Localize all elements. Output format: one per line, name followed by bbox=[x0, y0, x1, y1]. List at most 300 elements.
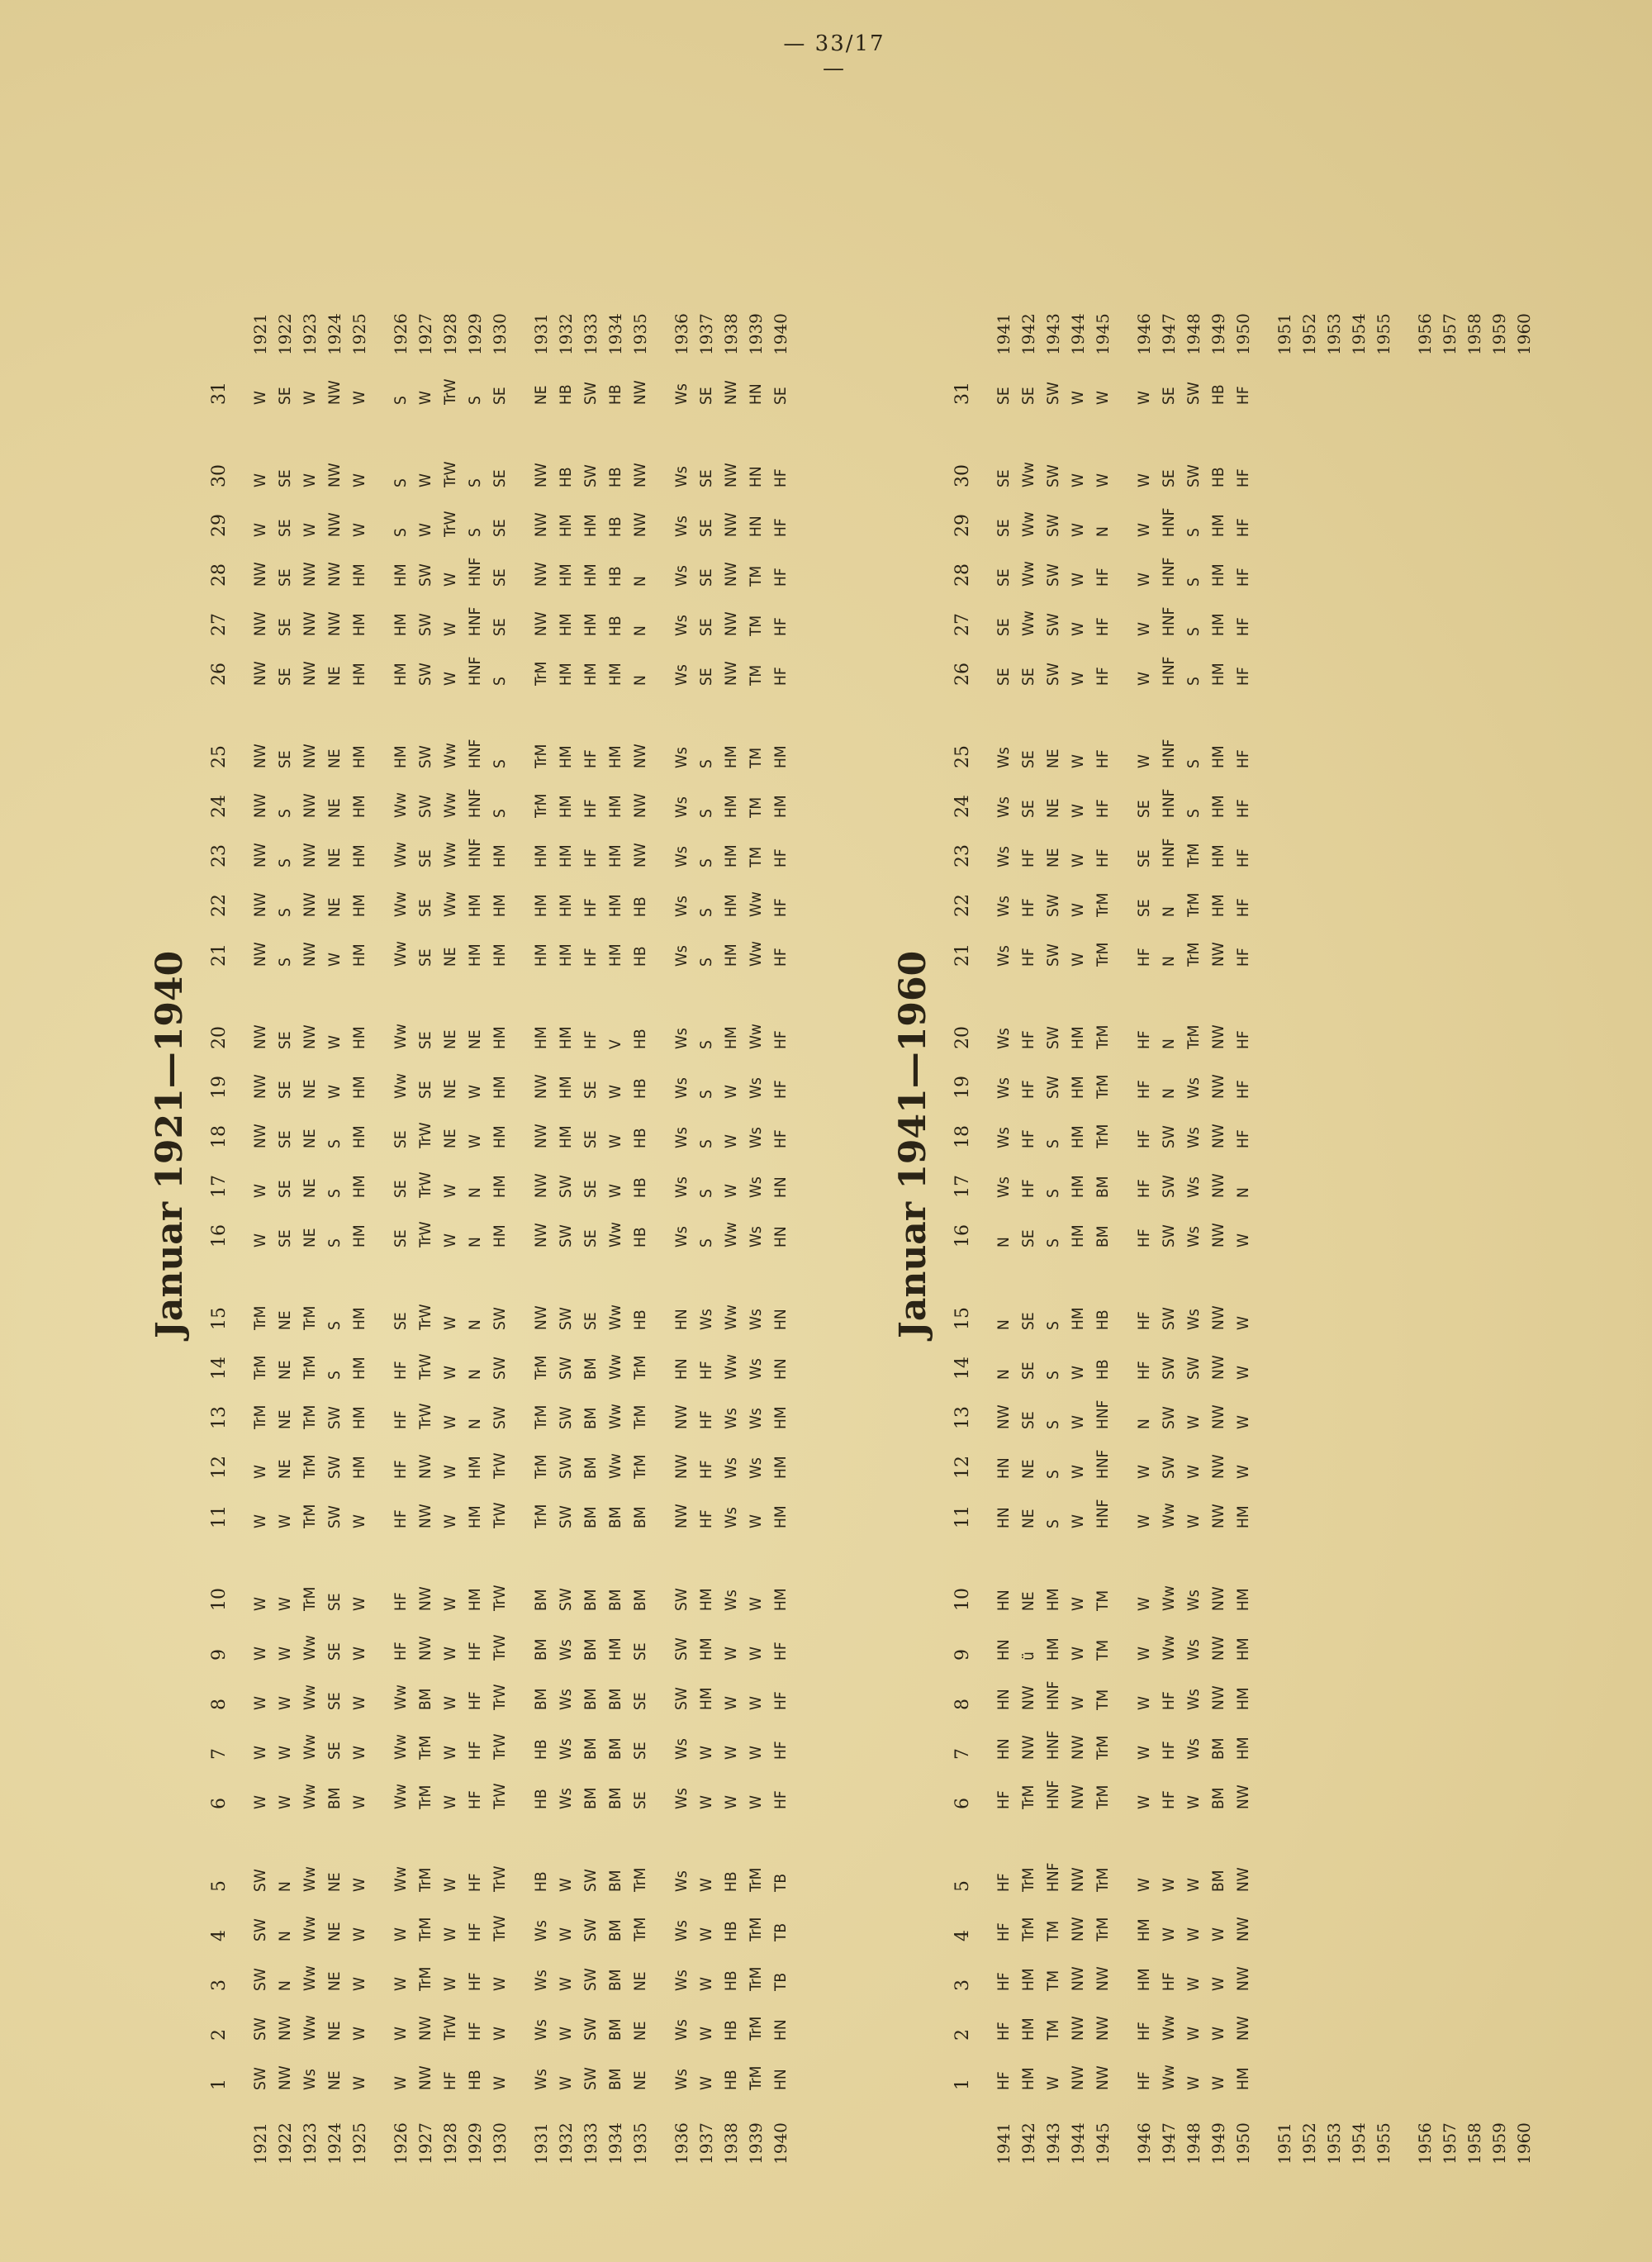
day-header: 2 bbox=[952, 2029, 973, 2041]
table-cell: TrW bbox=[491, 1865, 509, 1892]
group-spacer bbox=[975, 116, 991, 2165]
table-cell: Ws bbox=[1184, 1127, 1203, 1148]
year-label-right: 1944 bbox=[1068, 313, 1088, 355]
table-cell: BM bbox=[532, 1638, 550, 1661]
table-cell: BM bbox=[582, 1407, 600, 1429]
table-cell: NW bbox=[1209, 1636, 1227, 1661]
table-cell: N bbox=[1160, 956, 1178, 967]
table-cell: W bbox=[325, 1035, 344, 1049]
table-cell: W bbox=[350, 1795, 368, 1809]
table-cell: SE bbox=[491, 387, 509, 405]
table-cell: HNF bbox=[466, 656, 484, 686]
table-cell: NE bbox=[1019, 1509, 1037, 1528]
table-cell: BM bbox=[416, 1688, 434, 1710]
table-cell: NW bbox=[325, 463, 344, 487]
table-cell: HF bbox=[1135, 1311, 1153, 1330]
table-cell: NW bbox=[1209, 1223, 1227, 1247]
table-cell: Ww bbox=[301, 2015, 319, 2041]
table-cell: N bbox=[466, 1419, 484, 1429]
table-cell: HM bbox=[722, 844, 740, 867]
table-row bbox=[1041, 116, 1066, 2165]
table-cell: SW bbox=[582, 464, 600, 487]
table-cell: HNF bbox=[466, 606, 484, 636]
table-cell: TrW bbox=[491, 1452, 509, 1479]
year-label: 1928 bbox=[440, 2122, 460, 2165]
table-cell: Ws bbox=[747, 1309, 765, 1330]
table-row bbox=[1181, 116, 1206, 2165]
table-cell: HM bbox=[350, 563, 368, 587]
day-header: 30 bbox=[208, 464, 230, 487]
table-row bbox=[463, 116, 487, 2165]
table-cell: HF bbox=[995, 1873, 1013, 1892]
year-label: 1938 bbox=[721, 2122, 741, 2165]
table-cell: NW bbox=[1209, 1586, 1227, 1611]
table-cell: HM bbox=[532, 943, 550, 967]
year-label: 1952 bbox=[1299, 2122, 1319, 2165]
table-cell: TrW bbox=[416, 1403, 434, 1429]
table-cell: W bbox=[392, 2076, 410, 2090]
table-cell: N bbox=[995, 1319, 1013, 1330]
table-cell: Ww bbox=[441, 891, 459, 917]
table-cell: HF bbox=[1019, 1080, 1037, 1099]
table-cell: NE bbox=[466, 1029, 484, 1049]
table-cell: Ww bbox=[301, 1635, 319, 1661]
table-row bbox=[603, 116, 628, 2165]
day-header: 27 bbox=[952, 613, 973, 636]
table-cell: NW bbox=[672, 1454, 691, 1479]
table-cell: TrM bbox=[1019, 1917, 1037, 1941]
day-header: 22 bbox=[952, 894, 973, 917]
table-cell: Ww bbox=[606, 1304, 624, 1330]
table-cell: HF bbox=[466, 1691, 484, 1710]
table-cell: HF bbox=[1019, 1179, 1037, 1198]
year-label-right: 1936 bbox=[672, 313, 691, 355]
table-cell: HM bbox=[1209, 844, 1227, 867]
table-row bbox=[628, 116, 653, 2165]
table-cell: Ws bbox=[722, 1590, 740, 1611]
table-cell: TrM bbox=[532, 1454, 550, 1479]
table-cell: SE bbox=[276, 1229, 294, 1247]
table-cell: NE bbox=[325, 2021, 344, 2041]
table-cell: SE bbox=[1019, 1312, 1037, 1330]
table-cell: SE bbox=[1160, 469, 1178, 487]
table-cell: N bbox=[466, 1369, 484, 1380]
year-label-right: 1931 bbox=[531, 313, 551, 355]
table-cell: HM bbox=[557, 663, 575, 686]
table-cell: Ww bbox=[392, 792, 410, 818]
table-cell: Ws bbox=[1184, 1738, 1203, 1760]
table-cell: NW bbox=[325, 562, 344, 587]
table-cell: HM bbox=[1019, 2067, 1037, 2090]
table-cell: S bbox=[392, 528, 410, 537]
table-cell: HM bbox=[1019, 2017, 1037, 2041]
table-cell: HM bbox=[491, 894, 509, 917]
year-label-right: 1942 bbox=[1018, 313, 1038, 355]
header-row bbox=[950, 116, 975, 2165]
table-cell: W bbox=[441, 1696, 459, 1710]
day-header: 16 bbox=[208, 1224, 230, 1247]
year-label-right: 1950 bbox=[1233, 313, 1253, 355]
table-cell: Ww bbox=[392, 891, 410, 917]
table-cell: HM bbox=[722, 795, 740, 818]
table-cell: HB bbox=[631, 1309, 649, 1330]
table-cell: W bbox=[1209, 2027, 1227, 2041]
table-cell: TM bbox=[1044, 1920, 1062, 1941]
table-cell: W bbox=[466, 1085, 484, 1099]
table-cell: HB bbox=[631, 1227, 649, 1247]
table-cell: W bbox=[1069, 622, 1087, 636]
table-cell: NW bbox=[631, 380, 649, 405]
day-header: 5 bbox=[208, 1880, 230, 1892]
table-cell: S bbox=[1184, 759, 1203, 768]
day-header: 20 bbox=[952, 1026, 973, 1049]
year-label: 1921 bbox=[250, 2122, 270, 2165]
table-cell: TB bbox=[771, 1972, 790, 1991]
table-cell: HF bbox=[771, 468, 790, 487]
table-cell: NW bbox=[532, 512, 550, 537]
table-cell: W bbox=[441, 1514, 459, 1528]
table-cell: HNF bbox=[1160, 656, 1178, 686]
table-cell: Ws bbox=[747, 1077, 765, 1099]
year-label: 1922 bbox=[275, 2122, 295, 2165]
table-cell: Ws bbox=[672, 1077, 691, 1099]
table-cell: HF bbox=[1135, 1080, 1153, 1099]
table-row bbox=[347, 116, 372, 2165]
table-cell: SE bbox=[631, 1692, 649, 1710]
table-cell: HM bbox=[1069, 1125, 1087, 1148]
table-cell: TrW bbox=[416, 1221, 434, 1247]
table-cell: TrW bbox=[416, 1304, 434, 1330]
table-cell: HM bbox=[1209, 563, 1227, 587]
table-cell: W bbox=[441, 1746, 459, 1760]
table-cell: HN bbox=[995, 1457, 1013, 1479]
table-cell: NW bbox=[1094, 2065, 1112, 2090]
table-cell: HF bbox=[466, 1790, 484, 1809]
table-cell: HM bbox=[606, 894, 624, 917]
table-cell: BM bbox=[1209, 1870, 1227, 1892]
table-cell: HB bbox=[532, 1871, 550, 1892]
table-cell: TrM bbox=[532, 1355, 550, 1380]
table-cell: TrW bbox=[441, 2014, 459, 2041]
table-cell: W bbox=[251, 523, 269, 537]
table-cell: HM bbox=[1209, 795, 1227, 818]
table-cell: NW bbox=[416, 1504, 434, 1528]
day-header: 2 bbox=[208, 2029, 230, 2041]
table-cell: NE bbox=[441, 1129, 459, 1148]
table-cell: W bbox=[1135, 1795, 1153, 1809]
table-cell: HN bbox=[672, 1358, 691, 1380]
year-label-right: 1957 bbox=[1440, 313, 1460, 355]
table-cell: SW bbox=[1160, 1406, 1178, 1429]
table-cell: W bbox=[416, 473, 434, 487]
table-cell: HM bbox=[557, 894, 575, 917]
table-cell: SE bbox=[631, 1791, 649, 1809]
table-cell: W bbox=[1135, 754, 1153, 768]
table-cell: W bbox=[1135, 1514, 1153, 1528]
table-cell: NW bbox=[532, 1223, 550, 1247]
table-cell: SE bbox=[582, 1229, 600, 1247]
table-cell: NE bbox=[1019, 1459, 1037, 1479]
table-cell: HM bbox=[697, 1687, 715, 1710]
table-cell: SW bbox=[1044, 663, 1062, 686]
table-cell: N bbox=[466, 1319, 484, 1330]
table-cell: W bbox=[1069, 1465, 1087, 1479]
table-cell: NW bbox=[532, 611, 550, 636]
table-cell: SE bbox=[491, 568, 509, 587]
table-cell: S bbox=[1044, 1139, 1062, 1148]
table-cell: NW bbox=[1094, 1966, 1112, 1991]
table-cell: Ws bbox=[672, 896, 691, 917]
table-cell: W bbox=[747, 1597, 765, 1611]
table-cell: W bbox=[1069, 953, 1087, 967]
table-cell: HNF bbox=[1160, 838, 1178, 867]
year-label: 1943 bbox=[1043, 2122, 1063, 2165]
table-cell: SE bbox=[1019, 800, 1037, 818]
table-cell: N bbox=[1135, 1419, 1153, 1429]
table-cell: HF bbox=[1019, 948, 1037, 967]
table-cell: HF bbox=[771, 1790, 790, 1809]
year-label-right: 1940 bbox=[771, 313, 790, 355]
day-header: 13 bbox=[208, 1406, 230, 1429]
table-cell: NW bbox=[301, 892, 319, 917]
year-label: 1946 bbox=[1134, 2122, 1154, 2165]
day-header: 13 bbox=[952, 1406, 973, 1429]
day-header: 28 bbox=[208, 563, 230, 587]
table-cell: Ws bbox=[747, 1226, 765, 1247]
table-cell: W bbox=[251, 473, 269, 487]
table-cell: TM bbox=[1094, 1689, 1112, 1710]
table-cell: SE bbox=[995, 469, 1013, 487]
table-cell: N bbox=[631, 576, 649, 587]
table-cell: W bbox=[1209, 2076, 1227, 2090]
table-cell: Ww bbox=[392, 1866, 410, 1892]
table-cell: Ww bbox=[1160, 1585, 1178, 1611]
table-cell: BM bbox=[325, 1787, 344, 1809]
table-cell: TrM bbox=[301, 1586, 319, 1611]
table-cell: HN bbox=[747, 383, 765, 405]
table-cell: HN bbox=[747, 466, 765, 487]
table-cell: HF bbox=[1135, 2022, 1153, 2041]
table-cell: HM bbox=[557, 1026, 575, 1049]
table-cell: HF bbox=[697, 1460, 715, 1479]
table-cell: W bbox=[1160, 1878, 1178, 1892]
table-cell: HM bbox=[557, 514, 575, 537]
table-cell: W bbox=[441, 1366, 459, 1380]
table-cell: HF bbox=[697, 1509, 715, 1528]
table-cell: SE bbox=[582, 1180, 600, 1198]
table-cell: HM bbox=[1069, 1076, 1087, 1099]
table-cell: SW bbox=[416, 563, 434, 587]
table-cell: BM bbox=[1094, 1176, 1112, 1198]
table-cell: HM bbox=[350, 1125, 368, 1148]
table-cell: Ws bbox=[1184, 1309, 1203, 1330]
table-cell: NW bbox=[722, 463, 740, 487]
table-row bbox=[487, 116, 512, 2165]
table-cell: HM bbox=[1069, 1175, 1087, 1198]
table-cell: SW bbox=[251, 2067, 269, 2090]
table-row bbox=[1132, 116, 1156, 2165]
table-cell: Ww bbox=[441, 792, 459, 818]
table-cell: HF bbox=[1234, 386, 1252, 405]
table-cell: SW bbox=[251, 2017, 269, 2041]
year-label: 1944 bbox=[1068, 2122, 1088, 2165]
table-cell: HF bbox=[771, 617, 790, 636]
table-cell: Ww bbox=[441, 842, 459, 867]
table-cell: SW bbox=[1160, 1224, 1178, 1247]
day-header: 11 bbox=[208, 1505, 230, 1528]
table-cell: BM bbox=[582, 1737, 600, 1760]
table-cell: NW bbox=[631, 793, 649, 818]
table-section bbox=[149, 116, 867, 2165]
table-cell: TrM bbox=[416, 1966, 434, 1991]
table-cell: NE bbox=[325, 1922, 344, 1941]
group-spacer bbox=[512, 116, 529, 2165]
table-cell: HNF bbox=[466, 838, 484, 867]
table-cell: S bbox=[276, 958, 294, 967]
table-cell: Ww bbox=[606, 1222, 624, 1247]
day-header: 27 bbox=[208, 613, 230, 636]
table-cell: SE bbox=[276, 387, 294, 405]
table-row bbox=[529, 116, 553, 2165]
table-cell: BM bbox=[582, 1638, 600, 1661]
table-cell: NE bbox=[325, 897, 344, 917]
table-cell: SW bbox=[416, 613, 434, 636]
table-cell: HF bbox=[995, 2022, 1013, 2041]
table-cell: HM bbox=[491, 943, 509, 967]
table-cell: HM bbox=[1234, 1505, 1252, 1528]
table-cell: SE bbox=[995, 387, 1013, 405]
table-cell: HM bbox=[697, 1588, 715, 1611]
table-cell: HM bbox=[722, 1026, 740, 1049]
table-cell: W bbox=[350, 473, 368, 487]
table-cell: HNF bbox=[1160, 557, 1178, 587]
table-cell: NW bbox=[722, 380, 740, 405]
table-cell: BM bbox=[582, 1357, 600, 1380]
table-cell: Ww bbox=[1160, 1503, 1178, 1528]
table-cell: W bbox=[697, 1795, 715, 1809]
table-cell: HF bbox=[392, 1361, 410, 1380]
table-cell: HF bbox=[1234, 948, 1252, 967]
table-cell: BM bbox=[606, 2018, 624, 2041]
table-cell: HNF bbox=[466, 739, 484, 768]
table-cell: HB bbox=[557, 467, 575, 487]
table-cell: TM bbox=[747, 796, 765, 818]
table-cell: BM bbox=[532, 1589, 550, 1611]
table-cell: TrM bbox=[1094, 1024, 1112, 1049]
table-cell: BM bbox=[631, 1506, 649, 1528]
table-cell: W bbox=[441, 1316, 459, 1330]
table-cell: HM bbox=[350, 745, 368, 768]
table-cell: W bbox=[1069, 1415, 1087, 1429]
table-cell: HF bbox=[697, 1410, 715, 1429]
table-cell: HB bbox=[631, 1177, 649, 1198]
table-cell: Ws bbox=[722, 1457, 740, 1479]
table-cell: HB bbox=[631, 1078, 649, 1099]
table-row bbox=[1066, 116, 1090, 2165]
day-header: 7 bbox=[208, 1748, 230, 1760]
table-cell: NE bbox=[325, 2070, 344, 2090]
table-cell: NW bbox=[301, 744, 319, 768]
day-header: 12 bbox=[952, 1456, 973, 1479]
table-cell: HM bbox=[697, 1637, 715, 1661]
table-cell: SE bbox=[276, 519, 294, 537]
table-cell: NE bbox=[631, 2070, 649, 2090]
year-label: 1937 bbox=[696, 2122, 716, 2165]
table-cell: S bbox=[1184, 627, 1203, 636]
day-header: 16 bbox=[952, 1224, 973, 1247]
table-row bbox=[1346, 116, 1371, 2165]
group-spacer bbox=[231, 116, 248, 2165]
table-cell: W bbox=[416, 523, 434, 537]
table-cell: W bbox=[1209, 1927, 1227, 1941]
table-cell: S bbox=[1044, 1238, 1062, 1247]
table-cell: HM bbox=[1209, 745, 1227, 768]
table-cell: HF bbox=[1094, 749, 1112, 768]
table-cell: Ww bbox=[606, 1404, 624, 1429]
day-header: 22 bbox=[208, 894, 230, 917]
year-label: 1924 bbox=[325, 2122, 344, 2165]
table-cell: N bbox=[995, 1369, 1013, 1380]
table-cell: SW bbox=[416, 745, 434, 768]
table-cell: SE bbox=[276, 618, 294, 636]
table-cell: W bbox=[1184, 2076, 1203, 2090]
table-cell: TrM bbox=[251, 1305, 269, 1330]
table-cell: NW bbox=[251, 843, 269, 867]
table-cell: BM bbox=[1209, 1737, 1227, 1760]
year-label: 1955 bbox=[1374, 2122, 1393, 2165]
table-cell: W bbox=[1135, 1878, 1153, 1892]
table-cell: Ws bbox=[557, 1639, 575, 1661]
table-cell: BM bbox=[582, 1787, 600, 1809]
table-cell: BM bbox=[606, 1506, 624, 1528]
table-cell: HM bbox=[1209, 894, 1227, 917]
table-cell: HM bbox=[466, 1588, 484, 1611]
table-cell: W bbox=[1135, 1597, 1153, 1611]
table-cell: S bbox=[1184, 809, 1203, 818]
table-row bbox=[1272, 116, 1297, 2165]
year-label-right: 1943 bbox=[1043, 313, 1063, 355]
table-cell: W bbox=[251, 1597, 269, 1611]
table-cell: W bbox=[251, 1746, 269, 1760]
table-cell: HF bbox=[582, 1030, 600, 1049]
table-cell: TrM bbox=[747, 1867, 765, 1892]
table-cell: W bbox=[350, 2076, 368, 2090]
table-row bbox=[578, 116, 603, 2165]
table-cell: Ws bbox=[995, 796, 1013, 818]
table-cell: TrM bbox=[251, 1404, 269, 1429]
table-cell: SW bbox=[1044, 382, 1062, 405]
table-cell: W bbox=[350, 2027, 368, 2041]
table-cell: NW bbox=[532, 1173, 550, 1198]
table-cell: NW bbox=[251, 661, 269, 686]
table-cell: W bbox=[276, 1647, 294, 1661]
table-cell: Ww bbox=[392, 842, 410, 867]
table-cell: BM bbox=[606, 1688, 624, 1710]
table-cell: NE bbox=[325, 1872, 344, 1892]
table-cell: TrW bbox=[491, 1684, 509, 1710]
table-cell: S bbox=[697, 809, 715, 818]
day-header: 29 bbox=[208, 514, 230, 537]
table-cell: HM bbox=[557, 613, 575, 636]
year-label: 1927 bbox=[415, 2122, 435, 2165]
table-cell: NW bbox=[1069, 1917, 1087, 1941]
table-cell: NW bbox=[722, 562, 740, 587]
table-cell: HM bbox=[466, 1456, 484, 1479]
year-label-right: 1935 bbox=[630, 313, 650, 355]
table-cell: Ws bbox=[995, 945, 1013, 967]
day-header: 31 bbox=[952, 382, 973, 405]
table-cell: W bbox=[722, 1184, 740, 1198]
